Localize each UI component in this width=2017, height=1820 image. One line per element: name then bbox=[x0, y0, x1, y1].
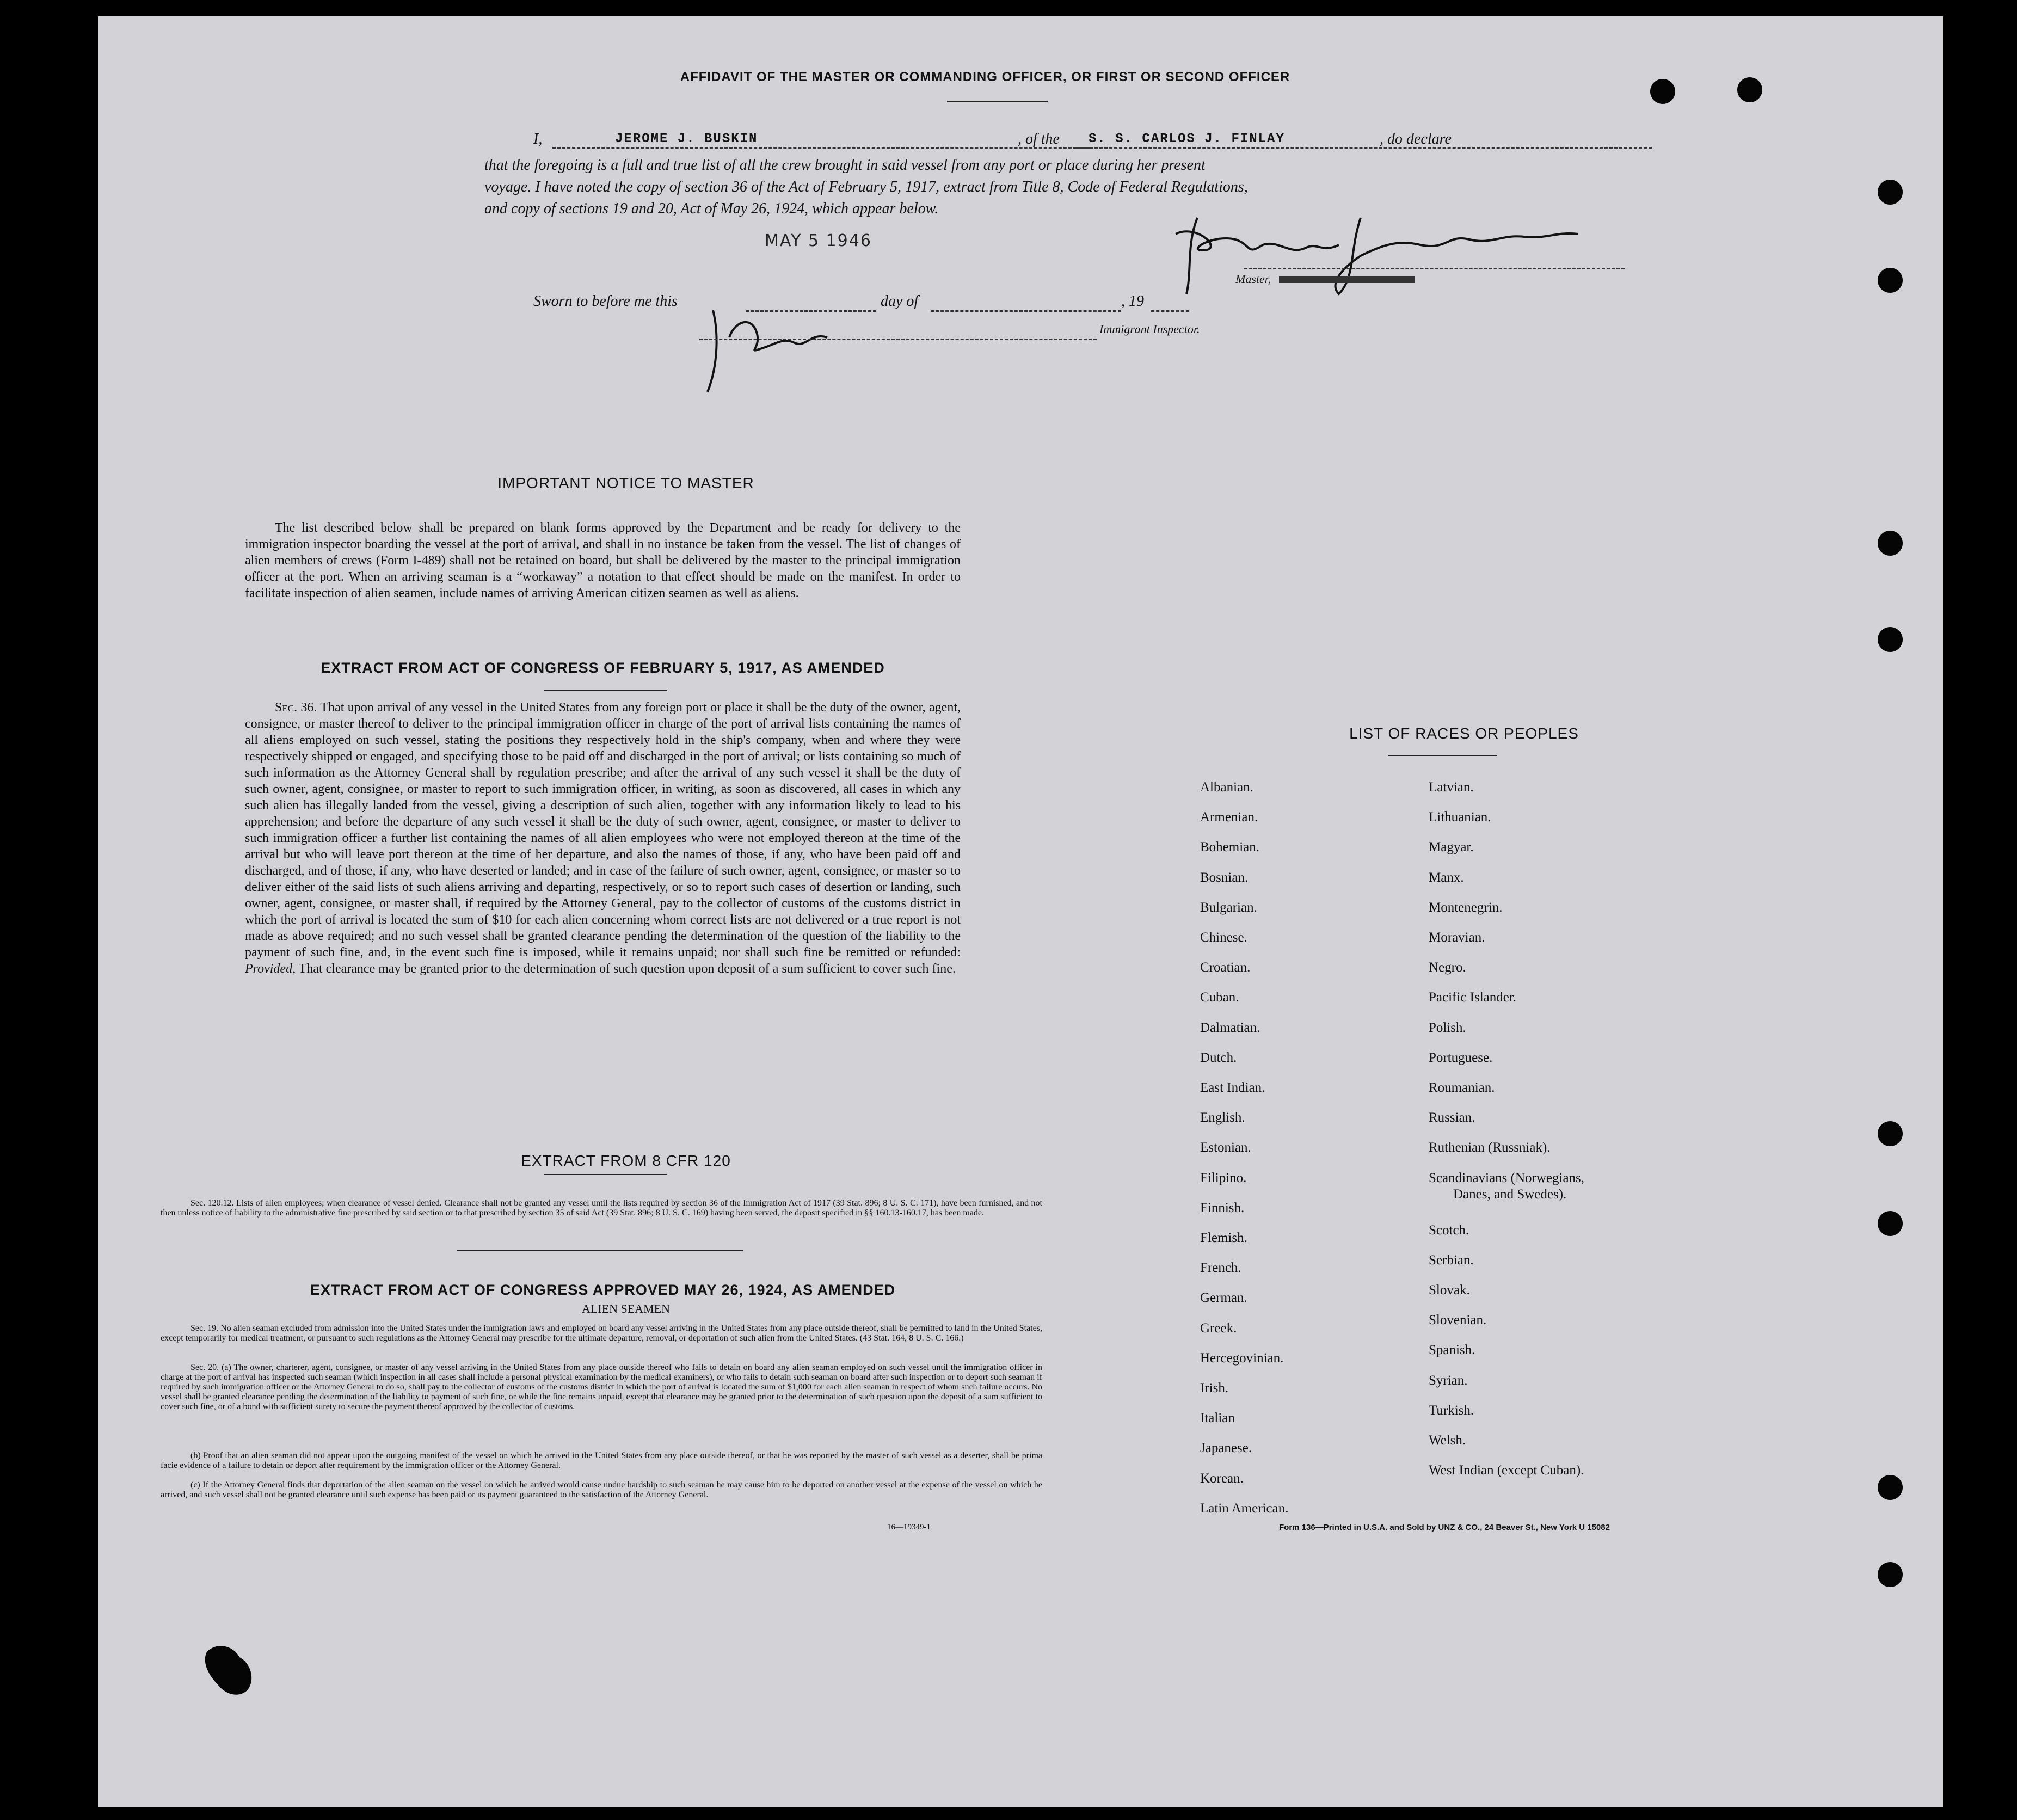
section-text: That upon arrival of any vessel in the United States from any foreign port or place it shall be the duty of the owner, agent, consignee, or master thereof to deliver to the principal immigration officer in charge of the port of arrival lists containing the names of all aliens employed on such vessel, stating the positions they respectively hold in the ship's company, when and where they were respectively shipped or engaged, and specifying those to be paid off and discharged in the port of arrival; or lists containing so much of such information as the Attorney General shall by regulation prescribe; and after the arrival of any such vessel it shall be the duty of such owner, agent, consignee, or master to report to such immigration officer, in writing, as soon as discovered, all cases in which any such alien has illegally landed from the vessel, giving a description of such alien, together with any information likely to lead to his apprehension; and before the departure of any such vessel it shall be the duty of such owner, agent, consignee, or master to deliver to such immigration officer a further list containing the names of all alien employees who were not employed thereon at the time of the arrival but who will leave port thereon at the time of her departure, and also the names of those, if any, who have been paid off and discharged, and of those, if any, who have deserted or landed; and in case of the failure of such owner, agent, consignee, or master so to deliver either of the said lists of such aliens arriving and departing, respectively, or so to report such cases of desertion or landing, such owner, agent, consignee, or master shall, if required by the Attorney General, pay to the collector of customs of the customs district in which the port of arrival is located the sum of $10 for each alien concerning whom correct lists are not delivered or a true report is not made as above required; and no such vessel shall be granted clearance pending the determination of the question of the liability to the payment of such fine, and, in the event such fine is imposed, while it remains unpaid; nor shall such fine be remitted or refunded: bbox=[245, 700, 961, 960]
punch-hole bbox=[1878, 1475, 1903, 1500]
punch-hole bbox=[1878, 1562, 1903, 1587]
year-label: , 19 bbox=[1121, 293, 1144, 310]
affidavit-line: voyage. I have noted the copy of section 36 of the Act of February 5, 1917, extract from Title 8, Code of Federal Regulations, bbox=[484, 179, 1248, 195]
race-item: Moravian. bbox=[1429, 930, 1485, 945]
race-item: Bohemian. bbox=[1200, 840, 1260, 855]
race-item: Scotch. bbox=[1429, 1222, 1469, 1238]
affidavit-title: AFFIDAVIT OF THE MASTER OR COMMANDING OFFICER, OR FIRST OR SECOND OFFICER bbox=[680, 70, 1290, 84]
punch-hole bbox=[1737, 77, 1762, 102]
ink-blot bbox=[201, 1641, 267, 1701]
race-item: French. bbox=[1200, 1261, 1241, 1276]
race-item: German. bbox=[1200, 1290, 1247, 1306]
punch-hole bbox=[1878, 1121, 1903, 1146]
divider bbox=[544, 690, 667, 691]
sec19-text: Sec. 19. No alien seaman excluded from admission into the United States under the immigration laws and employed on board any vessel arriving in the United States from any place outside thereof, shall be permitted to land in the United States, except temporarily for medical treatment, or pursuant to such regulations as the Attorney General may prescribe for the ultimate departure, removal, or deportation of such alien from the United States. (43 Stat. 164, 8 U. S. C. 166.) bbox=[161, 1324, 1042, 1343]
race-item: Lithuanian. bbox=[1429, 810, 1491, 825]
race-item: Montenegrin. bbox=[1429, 900, 1503, 915]
document-page bbox=[98, 16, 1943, 1807]
race-item: Bosnian. bbox=[1200, 870, 1249, 885]
race-item: Ruthenian (Russniak). bbox=[1429, 1140, 1551, 1155]
race-item: Bulgarian. bbox=[1200, 900, 1257, 915]
race-item: Danes, and Swedes). bbox=[1453, 1186, 1567, 1202]
race-item: Korean. bbox=[1200, 1471, 1244, 1486]
race-item: Negro. bbox=[1429, 960, 1466, 975]
races-title: LIST OF RACES OR PEOPLES bbox=[1349, 725, 1579, 742]
sec20a-text: Sec. 20. (a) The owner, charterer, agent, consignee, or master of any vessel arriving in the United States from any place outside thereof who fails to detain on board any alien seaman employed on such vessel until the immigration officer in charge at the port of arrival has inspected such seaman (which inspection in all cases shall include a personal physical examination by the medical examiners), or who fails to detain such seaman on board after such inspection or to deport such seaman if required by such immigration officer or the Attorney General to do so, shall pay to the collector of customs of the customs district in which the port of arrival is located the sum of $1,000 for each alien seaman in respect of whom such failure occurs. No vessel shall be granted clearance pending the determination of the liability to payment of such fine, or while the fine remains unpaid, except that clearance may be granted prior to the determination of such question upon the deposit of a sum sufficient to cover such fine, or of a bond with sufficient surety to secure the payment thereof approved by the collector of customs. bbox=[161, 1363, 1042, 1411]
affidavit-line: that the foregoing is a full and true list of all the crew brought in said vessel from any port or place during her present bbox=[484, 157, 1206, 174]
day-of-label: day of bbox=[881, 293, 919, 310]
extract-1917-title: EXTRACT FROM ACT OF CONGRESS OF FEBRUARY 5, 1917, AS AMENDED bbox=[321, 660, 885, 676]
extract-1917-body bbox=[245, 699, 961, 977]
i-label: I, bbox=[533, 131, 543, 147]
race-item: Manx. bbox=[1429, 870, 1464, 885]
race-item: Filipino. bbox=[1200, 1170, 1247, 1185]
race-item: Croatian. bbox=[1200, 960, 1251, 975]
sworn-label: Sworn to before me this bbox=[533, 293, 678, 310]
punch-hole bbox=[1878, 627, 1903, 652]
inspector-signature bbox=[697, 299, 849, 403]
master-label: Master, bbox=[1235, 272, 1271, 286]
divider bbox=[457, 1250, 743, 1251]
race-item: Finnish. bbox=[1200, 1200, 1245, 1215]
race-item: Slovak. bbox=[1429, 1283, 1470, 1298]
extract-1924-title: EXTRACT FROM ACT OF CONGRESS APPROVED MAY 26, 1924, AS AMENDED bbox=[310, 1282, 896, 1298]
struck-text bbox=[1279, 276, 1415, 283]
divider bbox=[544, 1174, 667, 1175]
race-item: Welsh. bbox=[1429, 1433, 1466, 1448]
race-item: Cuban. bbox=[1200, 990, 1239, 1005]
punch-hole bbox=[1878, 531, 1903, 556]
inspector-label: Immigrant Inspector. bbox=[1099, 322, 1200, 336]
alien-seamen-subtitle: ALIEN SEAMEN bbox=[582, 1302, 670, 1315]
notice-title: IMPORTANT NOTICE TO MASTER bbox=[497, 475, 754, 491]
race-item: Spanish. bbox=[1429, 1343, 1475, 1358]
race-item: East Indian. bbox=[1200, 1080, 1265, 1095]
race-item: Polish. bbox=[1429, 1020, 1466, 1035]
punch-hole bbox=[1878, 1211, 1903, 1236]
race-item: Chinese. bbox=[1200, 930, 1247, 945]
punch-hole bbox=[1650, 79, 1675, 104]
inspector-underline bbox=[699, 339, 1097, 340]
master-name: JEROME J. BUSKIN bbox=[615, 132, 758, 146]
affidavit-line: and copy of sections 19 and 20, Act of May 26, 1924, which appear below. bbox=[484, 200, 939, 217]
divider bbox=[1388, 755, 1497, 756]
do-declare-label: , do declare bbox=[1380, 131, 1452, 147]
race-item: Irish. bbox=[1200, 1381, 1229, 1395]
race-item: Turkish. bbox=[1429, 1403, 1474, 1418]
race-item: Latin American. bbox=[1200, 1501, 1289, 1516]
race-item: Albanian. bbox=[1200, 780, 1253, 795]
sec20c-text: (c) If the Attorney General finds that deportation of the alien seaman on the vessel on which he arrived would cause undue hardship to such seaman he may cause him to be deported on another vessel at the expense of the vessel on which he arrived, and such vessel shall not be granted clearance until such expense has been paid or its payment guaranteed to the satisfaction of the Attorney General. bbox=[161, 1480, 1042, 1499]
race-item: English. bbox=[1200, 1110, 1245, 1126]
section-label: Sec. 36. bbox=[275, 700, 317, 715]
of-the-label: , of the bbox=[1018, 131, 1060, 147]
race-item: Portuguese. bbox=[1429, 1050, 1493, 1065]
vessel-underline bbox=[1075, 147, 1652, 149]
race-item: Pacific Islander. bbox=[1429, 990, 1517, 1005]
punch-hole bbox=[1878, 180, 1903, 205]
race-item: Estonian. bbox=[1200, 1140, 1251, 1155]
race-item: Armenian. bbox=[1200, 810, 1258, 825]
divider bbox=[947, 101, 1048, 102]
race-item: Serbian. bbox=[1429, 1252, 1474, 1268]
year-underline bbox=[1151, 310, 1189, 312]
race-item: Italian bbox=[1200, 1411, 1235, 1426]
race-item: Syrian. bbox=[1429, 1373, 1468, 1388]
race-item: Russian. bbox=[1429, 1110, 1475, 1126]
form-number: 16—19349-1 bbox=[887, 1523, 931, 1532]
race-item: Latvian. bbox=[1429, 780, 1474, 795]
race-item: Flemish. bbox=[1200, 1231, 1247, 1245]
name-underline bbox=[552, 147, 1091, 149]
master-signature bbox=[1165, 201, 1611, 310]
sec20b-text: (b) Proof that an alien seaman did not appear upon the outgoing manifest of the vessel on which he arrived in the United States from any place outside thereof, or that he was reported by the master of such vessel as a deserter, shall be prima facie evidence of a failure to detain or deport after requirement by the immigration officer or the Attorney General. bbox=[161, 1451, 1042, 1470]
cfr-title: EXTRACT FROM 8 CFR 120 bbox=[521, 1152, 731, 1169]
race-item: Japanese. bbox=[1200, 1441, 1252, 1456]
master-underline bbox=[1244, 268, 1625, 269]
date-stamp: MAY 5 1946 bbox=[765, 231, 872, 250]
race-item: Magyar. bbox=[1429, 840, 1474, 855]
month-underline bbox=[931, 310, 1121, 312]
race-item: Dalmatian. bbox=[1200, 1020, 1260, 1035]
cfr-body: Sec. 120.12. Lists of alien employees; when clearance of vessel denied. Clearance shall not be granted any vessel until the lists required by section 36 of the Immigration Act of 1917 (39 Stat. 896; 8 U. S. C. 171), have been furnished, and not then unless notice of liability to the administrative fine prescribed by said section or to that prescribed by section 35 of said Act (39 Stat. 896; 8 U. S. C. 169) having been served, the deposit specified in §§ 160.13-160.17, has been made. bbox=[161, 1198, 1042, 1218]
race-item: Greek. bbox=[1200, 1320, 1237, 1336]
provided-label: Provided, bbox=[245, 962, 296, 976]
punch-hole bbox=[1878, 268, 1903, 293]
printer-note: Form 136—Printed in U.S.A. and Sold by UNZ & CO., 24 Beaver St., New York U 15082 bbox=[1279, 1523, 1610, 1532]
section-text-end: That clearance may be granted prior to the determination of such question upon deposit of a sum sufficient to cover such fine. bbox=[298, 962, 956, 976]
notice-body: The list described below shall be prepared on blank forms approved by the Department and be ready for delivery to the immigration inspector boarding the vessel at the port of arrival, and shall in no instance be taken from the vessel. The list of changes of alien members of crews (Form I-489) shall not be retained on board, but shall be delivered by the master to the principal immigration officer at the port. When an arriving seaman is a “workaway” a notation to that effect should be made on the manifest. In order to facilitate inspection of alien seamen, include names of arriving American citizen seamen as well as aliens. bbox=[245, 521, 961, 600]
vessel-name: S. S. CARLOS J. FINLAY bbox=[1089, 132, 1285, 146]
race-item: Scandinavians (Norwegians, bbox=[1429, 1170, 1585, 1185]
race-item: Roumanian. bbox=[1429, 1080, 1495, 1095]
race-item: West Indian (except Cuban). bbox=[1429, 1463, 1584, 1478]
race-item: Slovenian. bbox=[1429, 1313, 1487, 1328]
race-item: Hercegovinian. bbox=[1200, 1350, 1284, 1366]
race-item: Dutch. bbox=[1200, 1050, 1237, 1065]
